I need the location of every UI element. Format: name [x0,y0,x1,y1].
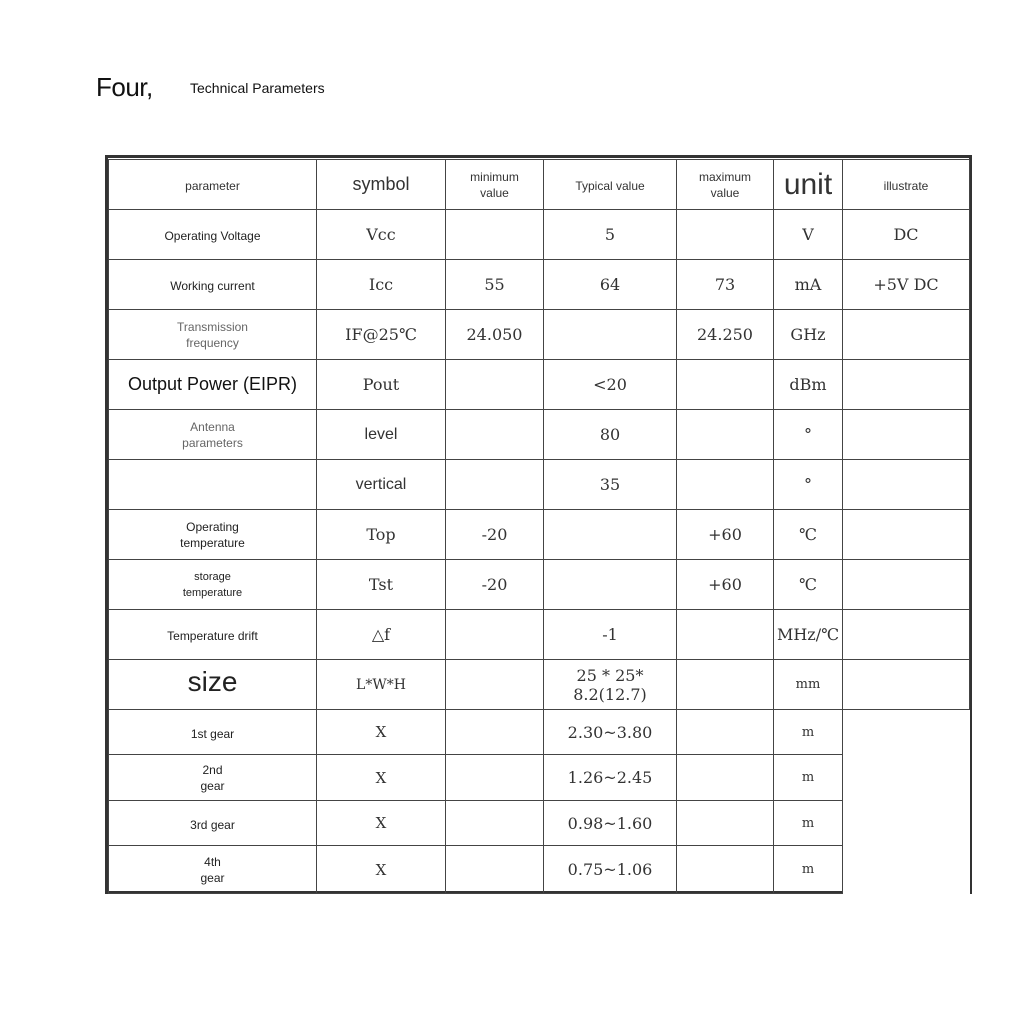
max-cell [677,710,774,755]
min-cell: -20 [446,510,544,560]
symbol-cell: level [317,410,446,460]
table-row [109,560,970,610]
table-row [109,510,970,560]
min-cell [446,360,544,410]
symbol-cell: L*W*H [317,660,446,710]
max-cell [677,360,774,410]
header-typical: Typical value [544,160,677,210]
max-cell: +60 [677,510,774,560]
min-cell [446,460,544,510]
param-cell: Transmission frequency [109,310,317,360]
min-cell [446,660,544,710]
note-cell: +5V DC [843,260,970,310]
typ-cell: 64 [544,260,677,310]
unit-cell: MHz/℃ [774,610,843,660]
min-cell [446,801,544,846]
typ-cell: <20 [544,360,677,410]
note-cell [843,560,970,610]
unit-cell: dBm [774,360,843,410]
typ-cell: 25 * 25* 8.2(12.7) [544,660,677,710]
unit-cell: V [774,210,843,260]
param-cell: Temperature drift [109,610,317,660]
symbol-cell: Top [317,510,446,560]
param-cell: Output Power (EIPR) [109,360,317,410]
note-cell [843,610,970,660]
symbol-cell: Icc [317,260,446,310]
unit-cell: m [774,710,843,755]
max-cell: 24.250 [677,310,774,360]
typ-cell: 2.30~3.80 [544,710,677,755]
header-illustrate: illustrate [843,160,970,210]
unit-cell: mm [774,660,843,710]
max-cell [677,801,774,846]
technical-parameters-table [108,159,970,894]
param-cell: 1st gear [109,710,317,755]
note-cell [843,410,970,460]
note-cell: DC [843,210,970,260]
section-number: Four, [96,72,153,102]
min-cell: 55 [446,260,544,310]
header-unit: unit [774,160,843,210]
symbol-cell: △f [317,610,446,660]
unit-cell: m [774,846,843,894]
param-cell: Antenna parameters [109,410,317,460]
note-cell [843,510,970,560]
max-cell [677,460,774,510]
typ-cell: 5 [544,210,677,260]
min-cell [446,846,544,894]
max-cell [677,660,774,710]
symbol-cell: vertical [317,460,446,510]
unit-cell: GHz [774,310,843,360]
param-cell: Operating temperature [109,510,317,560]
table-row [109,610,970,660]
symbol-cell: X [317,710,446,755]
min-cell [446,710,544,755]
min-cell [446,410,544,460]
unit-cell: mA [774,260,843,310]
header-row [109,160,970,210]
symbol-cell: IF@25℃ [317,310,446,360]
unit-cell: ° [774,460,843,510]
note-cell [843,660,970,710]
table-row [109,460,970,510]
typ-cell: 35 [544,460,677,510]
table-row [109,410,970,460]
min-cell [446,610,544,660]
table-row [109,310,970,360]
min-cell: 24.050 [446,310,544,360]
symbol-cell: Tst [317,560,446,610]
min-cell [446,210,544,260]
min-cell: -20 [446,560,544,610]
max-cell: +60 [677,560,774,610]
table-row [109,660,970,710]
typ-cell: 0.75~1.06 [544,846,677,894]
table-row [109,710,970,755]
header-minimum: minimum value [446,160,544,210]
symbol-cell: X [317,846,446,894]
table-row [109,801,970,846]
max-cell [677,846,774,894]
header-maximum: maximum value [677,160,774,210]
param-cell: size [109,660,317,710]
section-title: Technical Parameters [190,80,325,96]
param-cell: 2nd gear [109,755,317,801]
typ-cell: -1 [544,610,677,660]
header-parameter: parameter [109,160,317,210]
note-cell [843,460,970,510]
param-cell: 3rd gear [109,801,317,846]
table-row [109,846,970,894]
param-cell: 4th gear [109,846,317,894]
symbol-cell: Vcc [317,210,446,260]
unit-cell: m [774,755,843,801]
symbol-cell: X [317,801,446,846]
table-row [109,210,970,260]
table-row [109,755,970,801]
unit-cell: ℃ [774,510,843,560]
param-cell: Working current [109,260,317,310]
typ-cell: 1.26~2.45 [544,755,677,801]
note-cell [843,310,970,360]
min-cell [446,755,544,801]
typ-cell: 80 [544,410,677,460]
param-cell: storage temperature [109,560,317,610]
typ-cell [544,310,677,360]
max-cell [677,755,774,801]
unit-cell: ℃ [774,560,843,610]
unit-cell: ° [774,410,843,460]
max-cell [677,210,774,260]
max-cell [677,610,774,660]
typ-cell: 0.98~1.60 [544,801,677,846]
max-cell [677,410,774,460]
table-row [109,360,970,410]
max-cell: 73 [677,260,774,310]
table-row [109,260,970,310]
param-cell [109,460,317,510]
symbol-cell: X [317,755,446,801]
note-cell [843,360,970,410]
typ-cell [544,510,677,560]
param-cell: Operating Voltage [109,210,317,260]
empty-note-area [843,710,970,894]
typ-cell [544,560,677,610]
unit-cell: m [774,801,843,846]
header-symbol: symbol [317,160,446,210]
symbol-cell: Pout [317,360,446,410]
